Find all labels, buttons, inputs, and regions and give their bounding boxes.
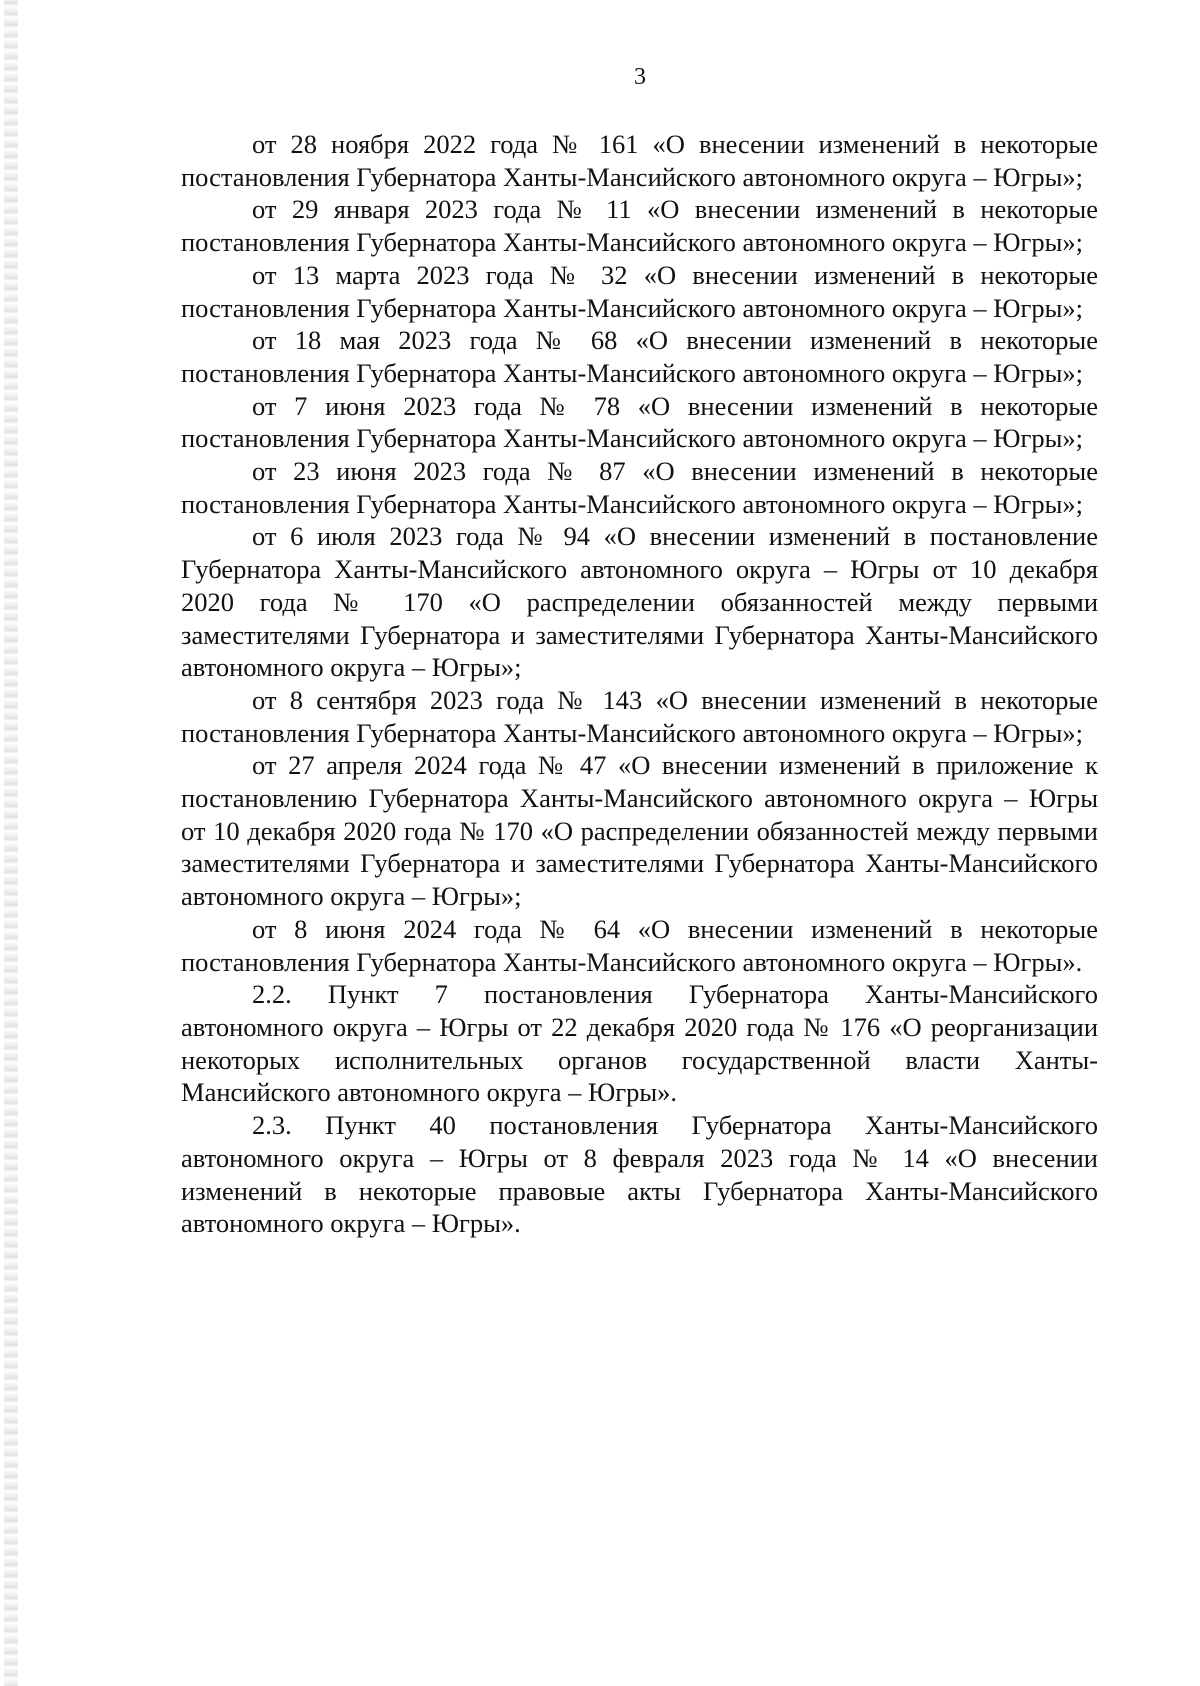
- document-body: [181, 128, 1098, 1240]
- paragraph-decree-2024-04-27: от 27 апреля 2024 года № 47 «О внесении изменений в приложение к постановлению Губернатора Ханты-Мансийского автономного округа – Югры от 10 декабря 2020 года № 170 «О распределении обязанностей между первыми заместителями Губернатора и заместителями Губернатора Ханты-Мансийского автономного округа – Югры»;: [181, 750, 1098, 912]
- paragraph-clause-2-3: 2.3. Пункт 40 постановления Губернатора Ханты-Мансийского автономного округа – Югры от 8 февраля 2023 года № 14 «О внесении изменений в некоторые правовые акты Губернатора Ханты-Мансийского автономного округа – Югры».: [181, 1110, 1098, 1239]
- paragraph-decree-2023-09-08: от 8 сентября 2023 года № 143 «О внесении изменений в некоторые постановления Губернатора Ханты-Мансийского автономного округа – Югры»;: [181, 684, 1098, 748]
- scan-edge-artifact: [4, 0, 18, 1686]
- paragraph-clause-2-2: 2.2. Пункт 7 постановления Губернатора Ханты-Мансийского автономного округа – Югры от 22 декабря 2020 года № 176 «О реорганизации некоторых исполнительных органов государственной власти Ханты-Мансийского автономного округа – Югры».: [181, 979, 1098, 1108]
- paragraph-decree-2023-06-23: от 23 июня 2023 года № 87 «О внесении изменений в некоторые постановления Губернатора Ханты-Мансийского автономного округа – Югры»;: [181, 456, 1098, 519]
- paragraph-decree-2024-06-08: от 8 июня 2024 года № 64 «О внесении изменений в некоторые постановления Губернатора Ханты-Мансийского автономного округа – Югры».: [181, 913, 1098, 977]
- paragraph-decree-2023-07-06: от 6 июля 2023 года № 94 «О внесении изменений в постановление Губернатора Ханты-Мансийского автономного округа – Югры от 10 декабря 2020 года № 170 «О распределении обязанностей между первыми заместителями Губернатора и заместителями Губернатора Ханты-Мансийского автономного округа – Югры»;: [181, 521, 1098, 683]
- paragraph-decree-2023-05-18: от 18 мая 2023 года № 68 «О внесении изменений в некоторые постановления Губернатора Ханты-Мансийского автономного округа – Югры»;: [181, 325, 1098, 388]
- page-number: 3: [634, 64, 646, 90]
- paragraph-decree-2023-01-29: от 29 января 2023 года № 11 «О внесении изменений в некоторые постановления Губернатора Ханты-Мансийского автономного округа – Югры»;: [181, 194, 1098, 258]
- paragraph-decree-2023-06-07: от 7 июня 2023 года № 78 «О внесении изменений в некоторые постановления Губернатора Ханты-Мансийского автономного округа – Югры»;: [181, 390, 1098, 454]
- paragraph-decree-2023-03-13: от 13 марта 2023 года № 32 «О внесении изменений в некоторые постановления Губернатора Ханты-Мансийского автономного округа – Югры»;: [181, 259, 1098, 323]
- paragraph-decree-2022-11-28: от 28 ноября 2022 года № 161 «О внесении изменений в некоторые постановления Губернатора Ханты-Мансийского автономного округа – Югры»;: [181, 129, 1098, 192]
